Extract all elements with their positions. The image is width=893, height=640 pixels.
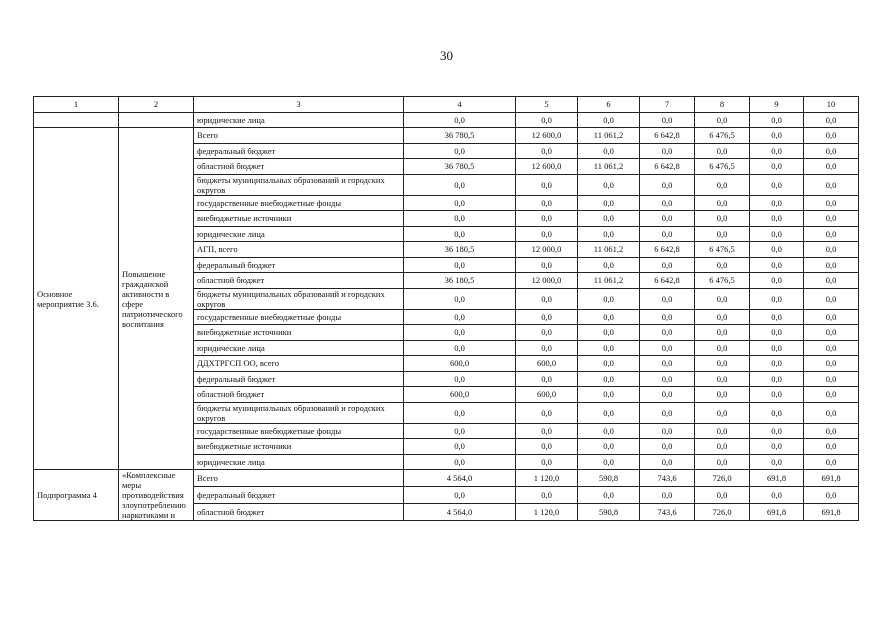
value-cell: 0,0: [516, 423, 578, 439]
funding-source-cell: федеральный бюджет: [194, 487, 404, 504]
value-cell: 0,0: [578, 174, 640, 195]
value-cell: 0,0: [578, 325, 640, 341]
value-cell: 0,0: [804, 309, 859, 325]
value-cell: 0,0: [750, 273, 804, 289]
value-cell: 600,0: [516, 387, 578, 403]
funding-source-cell: областной бюджет: [194, 273, 404, 289]
value-cell: 0,0: [695, 174, 750, 195]
value-cell: 0,0: [804, 487, 859, 504]
value-cell: 726,0: [695, 470, 750, 487]
value-cell: 743,6: [640, 470, 695, 487]
value-cell: 0,0: [750, 211, 804, 227]
value-cell: 4 564,0: [404, 470, 516, 487]
value-cell: 0,0: [804, 387, 859, 403]
measure-cell: [34, 112, 119, 128]
value-cell: 0,0: [640, 211, 695, 227]
funding-source-cell: юридические лица: [194, 340, 404, 356]
description-cell: [119, 112, 194, 128]
value-cell: 0,0: [804, 325, 859, 341]
value-cell: 0,0: [804, 195, 859, 211]
description-cell: «Комплексные меры противодействия злоупотреблению наркотиками и: [119, 470, 194, 521]
value-cell: 0,0: [404, 371, 516, 387]
value-cell: 0,0: [804, 242, 859, 258]
value-cell: 0,0: [404, 325, 516, 341]
value-cell: 0,0: [578, 340, 640, 356]
value-cell: 0,0: [516, 195, 578, 211]
funding-source-cell: ДДХТРГСП ОО, всего: [194, 356, 404, 372]
value-cell: 11 061,2: [578, 159, 640, 175]
value-cell: 0,0: [640, 288, 695, 309]
value-cell: 0,0: [750, 423, 804, 439]
value-cell: 0,0: [750, 112, 804, 128]
value-cell: 0,0: [404, 423, 516, 439]
header-cell-5: 5: [516, 97, 578, 113]
value-cell: 0,0: [404, 454, 516, 470]
value-cell: 11 061,2: [578, 128, 640, 144]
funding-source-cell: бюджеты муниципальных образований и городских округов: [194, 174, 404, 195]
value-cell: 0,0: [578, 454, 640, 470]
value-cell: 6 476,5: [695, 159, 750, 175]
value-cell: 6 642,8: [640, 159, 695, 175]
value-cell: 0,0: [640, 325, 695, 341]
budget-table: [33, 96, 859, 521]
value-cell: 0,0: [578, 143, 640, 159]
value-cell: 743,6: [640, 504, 695, 521]
header-cell-8: 8: [695, 97, 750, 113]
value-cell: 36 780,5: [404, 159, 516, 175]
value-cell: 0,0: [640, 174, 695, 195]
funding-source-cell: внебюджетные источники: [194, 211, 404, 227]
value-cell: 0,0: [804, 128, 859, 144]
value-cell: 0,0: [804, 226, 859, 242]
value-cell: 0,0: [404, 112, 516, 128]
value-cell: 11 061,2: [578, 273, 640, 289]
value-cell: 0,0: [750, 226, 804, 242]
value-cell: 0,0: [640, 487, 695, 504]
value-cell: 0,0: [640, 387, 695, 403]
header-cell-6: 6: [578, 97, 640, 113]
value-cell: 0,0: [804, 356, 859, 372]
value-cell: 600,0: [404, 387, 516, 403]
value-cell: 0,0: [404, 143, 516, 159]
value-cell: 0,0: [750, 439, 804, 455]
value-cell: 0,0: [404, 195, 516, 211]
value-cell: 11 061,2: [578, 242, 640, 258]
funding-source-cell: внебюджетные источники: [194, 439, 404, 455]
value-cell: 36 780,5: [404, 128, 516, 144]
value-cell: 0,0: [516, 143, 578, 159]
value-cell: 0,0: [750, 288, 804, 309]
value-cell: 0,0: [804, 402, 859, 423]
value-cell: 0,0: [578, 371, 640, 387]
value-cell: 0,0: [750, 387, 804, 403]
funding-source-cell: государственные внебюджетные фонды: [194, 309, 404, 325]
table-row: [34, 128, 859, 144]
value-cell: 0,0: [695, 423, 750, 439]
value-cell: 0,0: [516, 226, 578, 242]
header-cell-10: 10: [804, 97, 859, 113]
value-cell: 0,0: [804, 112, 859, 128]
header-cell-3: 3: [194, 97, 404, 113]
value-cell: 0,0: [516, 257, 578, 273]
value-cell: 0,0: [750, 309, 804, 325]
value-cell: 0,0: [695, 439, 750, 455]
value-cell: 0,0: [640, 309, 695, 325]
funding-source-cell: юридические лица: [194, 454, 404, 470]
measure-cell: Подпрограмма 4: [34, 470, 119, 521]
page-number: 30: [440, 48, 453, 63]
value-cell: 0,0: [516, 112, 578, 128]
value-cell: 0,0: [404, 487, 516, 504]
value-cell: 0,0: [578, 257, 640, 273]
value-cell: 0,0: [640, 112, 695, 128]
value-cell: 0,0: [578, 195, 640, 211]
value-cell: 1 120,0: [516, 504, 578, 521]
value-cell: 0,0: [750, 143, 804, 159]
value-cell: 0,0: [750, 195, 804, 211]
value-cell: 0,0: [578, 487, 640, 504]
value-cell: 0,0: [750, 487, 804, 504]
header-cell-4: 4: [404, 97, 516, 113]
value-cell: 6 642,8: [640, 242, 695, 258]
value-cell: 0,0: [516, 309, 578, 325]
value-cell: 0,0: [750, 257, 804, 273]
table-row: [34, 112, 859, 128]
value-cell: 0,0: [516, 487, 578, 504]
value-cell: 0,0: [640, 195, 695, 211]
header-cell-1: 1: [34, 97, 119, 113]
funding-source-cell: АГП, всего: [194, 242, 404, 258]
value-cell: 0,0: [804, 174, 859, 195]
value-cell: 12 600,0: [516, 159, 578, 175]
value-cell: 12 000,0: [516, 242, 578, 258]
value-cell: 0,0: [695, 340, 750, 356]
value-cell: 0,0: [640, 371, 695, 387]
value-cell: 0,0: [750, 242, 804, 258]
value-cell: 0,0: [750, 174, 804, 195]
header-cell-7: 7: [640, 97, 695, 113]
value-cell: 1 120,0: [516, 470, 578, 487]
value-cell: 0,0: [516, 439, 578, 455]
value-cell: 0,0: [404, 174, 516, 195]
value-cell: 0,0: [516, 211, 578, 227]
funding-source-cell: областной бюджет: [194, 504, 404, 521]
value-cell: 0,0: [516, 371, 578, 387]
value-cell: 0,0: [695, 211, 750, 227]
value-cell: 0,0: [578, 288, 640, 309]
value-cell: 726,0: [695, 504, 750, 521]
header-cell-2: 2: [119, 97, 194, 113]
value-cell: 0,0: [804, 211, 859, 227]
funding-source-cell: юридические лица: [194, 226, 404, 242]
value-cell: 0,0: [695, 325, 750, 341]
value-cell: 36 180,5: [404, 242, 516, 258]
value-cell: 0,0: [750, 325, 804, 341]
value-cell: 0,0: [750, 371, 804, 387]
value-cell: 691,8: [750, 470, 804, 487]
value-cell: 0,0: [404, 309, 516, 325]
value-cell: 0,0: [516, 174, 578, 195]
value-cell: 0,0: [804, 288, 859, 309]
value-cell: 0,0: [695, 356, 750, 372]
value-cell: 0,0: [695, 371, 750, 387]
value-cell: 0,0: [640, 356, 695, 372]
funding-source-cell: бюджеты муниципальных образований и городских округов: [194, 288, 404, 309]
value-cell: 0,0: [640, 423, 695, 439]
value-cell: 0,0: [695, 402, 750, 423]
value-cell: 0,0: [750, 159, 804, 175]
value-cell: 691,8: [804, 470, 859, 487]
value-cell: 0,0: [695, 257, 750, 273]
value-cell: 12 000,0: [516, 273, 578, 289]
value-cell: 0,0: [804, 273, 859, 289]
value-cell: 0,0: [404, 402, 516, 423]
value-cell: 0,0: [516, 454, 578, 470]
funding-source-cell: федеральный бюджет: [194, 257, 404, 273]
value-cell: 0,0: [516, 288, 578, 309]
value-cell: 0,0: [578, 402, 640, 423]
value-cell: 0,0: [640, 402, 695, 423]
value-cell: 0,0: [804, 454, 859, 470]
value-cell: 0,0: [404, 288, 516, 309]
value-cell: 0,0: [695, 112, 750, 128]
value-cell: 12 600,0: [516, 128, 578, 144]
value-cell: 0,0: [640, 226, 695, 242]
value-cell: 6 476,5: [695, 128, 750, 144]
value-cell: 600,0: [516, 356, 578, 372]
value-cell: 0,0: [804, 371, 859, 387]
value-cell: 0,0: [695, 487, 750, 504]
value-cell: 0,0: [640, 454, 695, 470]
value-cell: 0,0: [578, 226, 640, 242]
funding-source-cell: внебюджетные источники: [194, 325, 404, 341]
funding-source-cell: Всего: [194, 470, 404, 487]
value-cell: 0,0: [695, 288, 750, 309]
value-cell: 6 476,5: [695, 242, 750, 258]
value-cell: 0,0: [640, 257, 695, 273]
value-cell: 4 564,0: [404, 504, 516, 521]
value-cell: 0,0: [578, 211, 640, 227]
value-cell: 691,8: [750, 504, 804, 521]
value-cell: 0,0: [578, 356, 640, 372]
value-cell: 0,0: [695, 387, 750, 403]
funding-source-cell: Всего: [194, 128, 404, 144]
value-cell: 0,0: [804, 439, 859, 455]
value-cell: 0,0: [695, 309, 750, 325]
value-cell: 6 642,8: [640, 273, 695, 289]
value-cell: 0,0: [404, 257, 516, 273]
value-cell: 0,0: [578, 387, 640, 403]
value-cell: 0,0: [578, 112, 640, 128]
funding-source-cell: бюджеты муниципальных образований и городских округов: [194, 402, 404, 423]
value-cell: 0,0: [578, 309, 640, 325]
measure-cell: Основное мероприятие 3.6.: [34, 128, 119, 470]
value-cell: 691,8: [804, 504, 859, 521]
funding-source-cell: федеральный бюджет: [194, 371, 404, 387]
value-cell: 0,0: [804, 423, 859, 439]
value-cell: 0,0: [640, 439, 695, 455]
value-cell: 0,0: [804, 159, 859, 175]
funding-source-cell: государственные внебюджетные фонды: [194, 423, 404, 439]
value-cell: 0,0: [404, 226, 516, 242]
header-cell-9: 9: [750, 97, 804, 113]
value-cell: 0,0: [804, 257, 859, 273]
value-cell: 0,0: [404, 439, 516, 455]
value-cell: 600,0: [404, 356, 516, 372]
value-cell: 0,0: [804, 143, 859, 159]
value-cell: 36 180,5: [404, 273, 516, 289]
funding-source-cell: областной бюджет: [194, 387, 404, 403]
value-cell: 0,0: [695, 143, 750, 159]
value-cell: 0,0: [516, 340, 578, 356]
funding-source-cell: областной бюджет: [194, 159, 404, 175]
value-cell: 0,0: [695, 226, 750, 242]
value-cell: 0,0: [750, 454, 804, 470]
value-cell: 0,0: [578, 439, 640, 455]
value-cell: 6 642,8: [640, 128, 695, 144]
value-cell: 0,0: [750, 340, 804, 356]
value-cell: 0,0: [516, 325, 578, 341]
value-cell: 0,0: [750, 356, 804, 372]
header-row: [34, 97, 859, 113]
value-cell: 0,0: [750, 128, 804, 144]
value-cell: 0,0: [404, 211, 516, 227]
funding-source-cell: юридические лица: [194, 112, 404, 128]
value-cell: 590,8: [578, 470, 640, 487]
table-row: [34, 470, 859, 487]
value-cell: 0,0: [804, 340, 859, 356]
value-cell: 0,0: [404, 340, 516, 356]
value-cell: 0,0: [750, 402, 804, 423]
funding-source-cell: федеральный бюджет: [194, 143, 404, 159]
funding-source-cell: государственные внебюджетные фонды: [194, 195, 404, 211]
value-cell: 0,0: [578, 423, 640, 439]
budget-table-body: [34, 97, 859, 521]
value-cell: 0,0: [695, 195, 750, 211]
value-cell: 0,0: [695, 454, 750, 470]
value-cell: 590,8: [578, 504, 640, 521]
value-cell: 0,0: [516, 402, 578, 423]
value-cell: 6 476,5: [695, 273, 750, 289]
value-cell: 0,0: [640, 340, 695, 356]
description-cell: Повышение гражданской активности в сфере патриотического воспитания: [119, 128, 194, 470]
value-cell: 0,0: [640, 143, 695, 159]
